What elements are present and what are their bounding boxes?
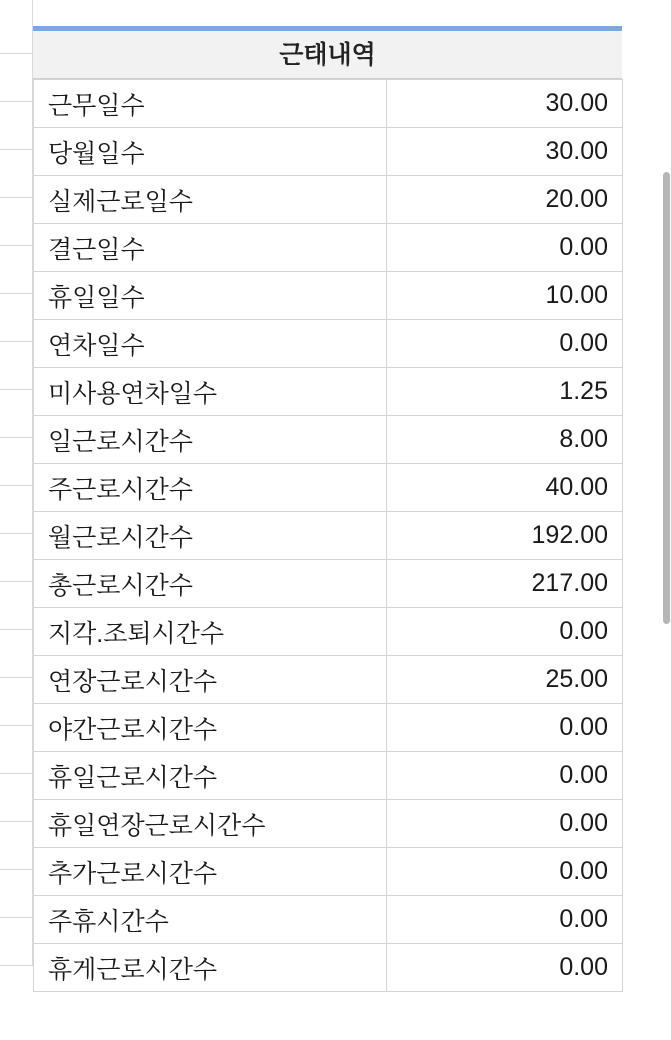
gutter-cell bbox=[0, 918, 33, 966]
adjacent-table-gutter bbox=[0, 0, 33, 1040]
table-row bbox=[34, 800, 623, 848]
table-row bbox=[34, 752, 623, 800]
row-label: 미사용연차일수 bbox=[34, 368, 387, 416]
attendance-table bbox=[33, 79, 623, 992]
row-label: 추가근로시간수 bbox=[34, 848, 387, 896]
row-value: 0.00 bbox=[387, 848, 623, 896]
row-label: 실제근로일수 bbox=[34, 176, 387, 224]
row-value: 0.00 bbox=[387, 752, 623, 800]
row-value: 0.00 bbox=[387, 800, 623, 848]
row-label: 지각.조퇴시간수 bbox=[34, 608, 387, 656]
gutter-cell bbox=[0, 438, 33, 486]
gutter-cell bbox=[0, 390, 33, 438]
row-label: 휴일연장근로시간수 bbox=[34, 800, 387, 848]
gutter-cell bbox=[0, 582, 33, 630]
table-row bbox=[34, 320, 623, 368]
table-row bbox=[34, 704, 623, 752]
row-label: 연장근로시간수 bbox=[34, 656, 387, 704]
gutter-cell bbox=[0, 294, 33, 342]
row-value: 192.00 bbox=[387, 512, 623, 560]
table-row bbox=[34, 368, 623, 416]
row-value: 20.00 bbox=[387, 176, 623, 224]
gutter-cell bbox=[0, 678, 33, 726]
gutter-cell bbox=[0, 486, 33, 534]
table-row bbox=[34, 560, 623, 608]
row-value: 0.00 bbox=[387, 320, 623, 368]
scrollbar-thumb[interactable] bbox=[663, 172, 670, 624]
row-label: 당월일수 bbox=[34, 128, 387, 176]
attendance-panel bbox=[33, 26, 622, 992]
gutter-header-cell bbox=[0, 0, 33, 54]
row-value: 0.00 bbox=[387, 224, 623, 272]
vertical-scrollbar[interactable] bbox=[662, 0, 671, 1040]
row-value: 30.00 bbox=[387, 128, 623, 176]
gutter-cell bbox=[0, 342, 33, 390]
row-value: 10.00 bbox=[387, 272, 623, 320]
table-row bbox=[34, 128, 623, 176]
row-value: 0.00 bbox=[387, 704, 623, 752]
gutter-cell bbox=[0, 54, 33, 102]
row-label: 휴일일수 bbox=[34, 272, 387, 320]
row-label: 주휴시간수 bbox=[34, 896, 387, 944]
gutter-cell bbox=[0, 246, 33, 294]
row-label: 월근로시간수 bbox=[34, 512, 387, 560]
row-label: 주근로시간수 bbox=[34, 464, 387, 512]
gutter-cell bbox=[0, 198, 33, 246]
table-row bbox=[34, 416, 623, 464]
row-value: 0.00 bbox=[387, 608, 623, 656]
row-value: 217.00 bbox=[387, 560, 623, 608]
page-title: 근태내역 bbox=[33, 31, 622, 79]
gutter-cell bbox=[0, 822, 33, 870]
row-value: 25.00 bbox=[387, 656, 623, 704]
gutter-cell bbox=[0, 870, 33, 918]
table-row bbox=[34, 656, 623, 704]
row-label: 야간근로시간수 bbox=[34, 704, 387, 752]
table-row bbox=[34, 608, 623, 656]
table-row bbox=[34, 224, 623, 272]
gutter-cell bbox=[0, 630, 33, 678]
row-label: 일근로시간수 bbox=[34, 416, 387, 464]
row-value: 1.25 bbox=[387, 368, 623, 416]
table-row bbox=[34, 272, 623, 320]
row-label: 근무일수 bbox=[34, 80, 387, 128]
gutter-cell bbox=[0, 102, 33, 150]
row-label: 결근일수 bbox=[34, 224, 387, 272]
row-label: 휴게근로시간수 bbox=[34, 944, 387, 992]
gutter-cell bbox=[0, 774, 33, 822]
table-row bbox=[34, 512, 623, 560]
row-value: 0.00 bbox=[387, 944, 623, 992]
row-label: 연차일수 bbox=[34, 320, 387, 368]
gutter-cell bbox=[0, 534, 33, 582]
row-value: 0.00 bbox=[387, 896, 623, 944]
table-row bbox=[34, 80, 623, 128]
table-row bbox=[34, 176, 623, 224]
table-row bbox=[34, 896, 623, 944]
row-value: 40.00 bbox=[387, 464, 623, 512]
table-row bbox=[34, 944, 623, 992]
row-label: 총근로시간수 bbox=[34, 560, 387, 608]
table-row bbox=[34, 848, 623, 896]
table-row bbox=[34, 464, 623, 512]
row-value: 8.00 bbox=[387, 416, 623, 464]
row-value: 30.00 bbox=[387, 80, 623, 128]
gutter-cell bbox=[0, 726, 33, 774]
gutter-cell bbox=[0, 150, 33, 198]
row-label: 휴일근로시간수 bbox=[34, 752, 387, 800]
attendance-table-body bbox=[34, 80, 623, 992]
